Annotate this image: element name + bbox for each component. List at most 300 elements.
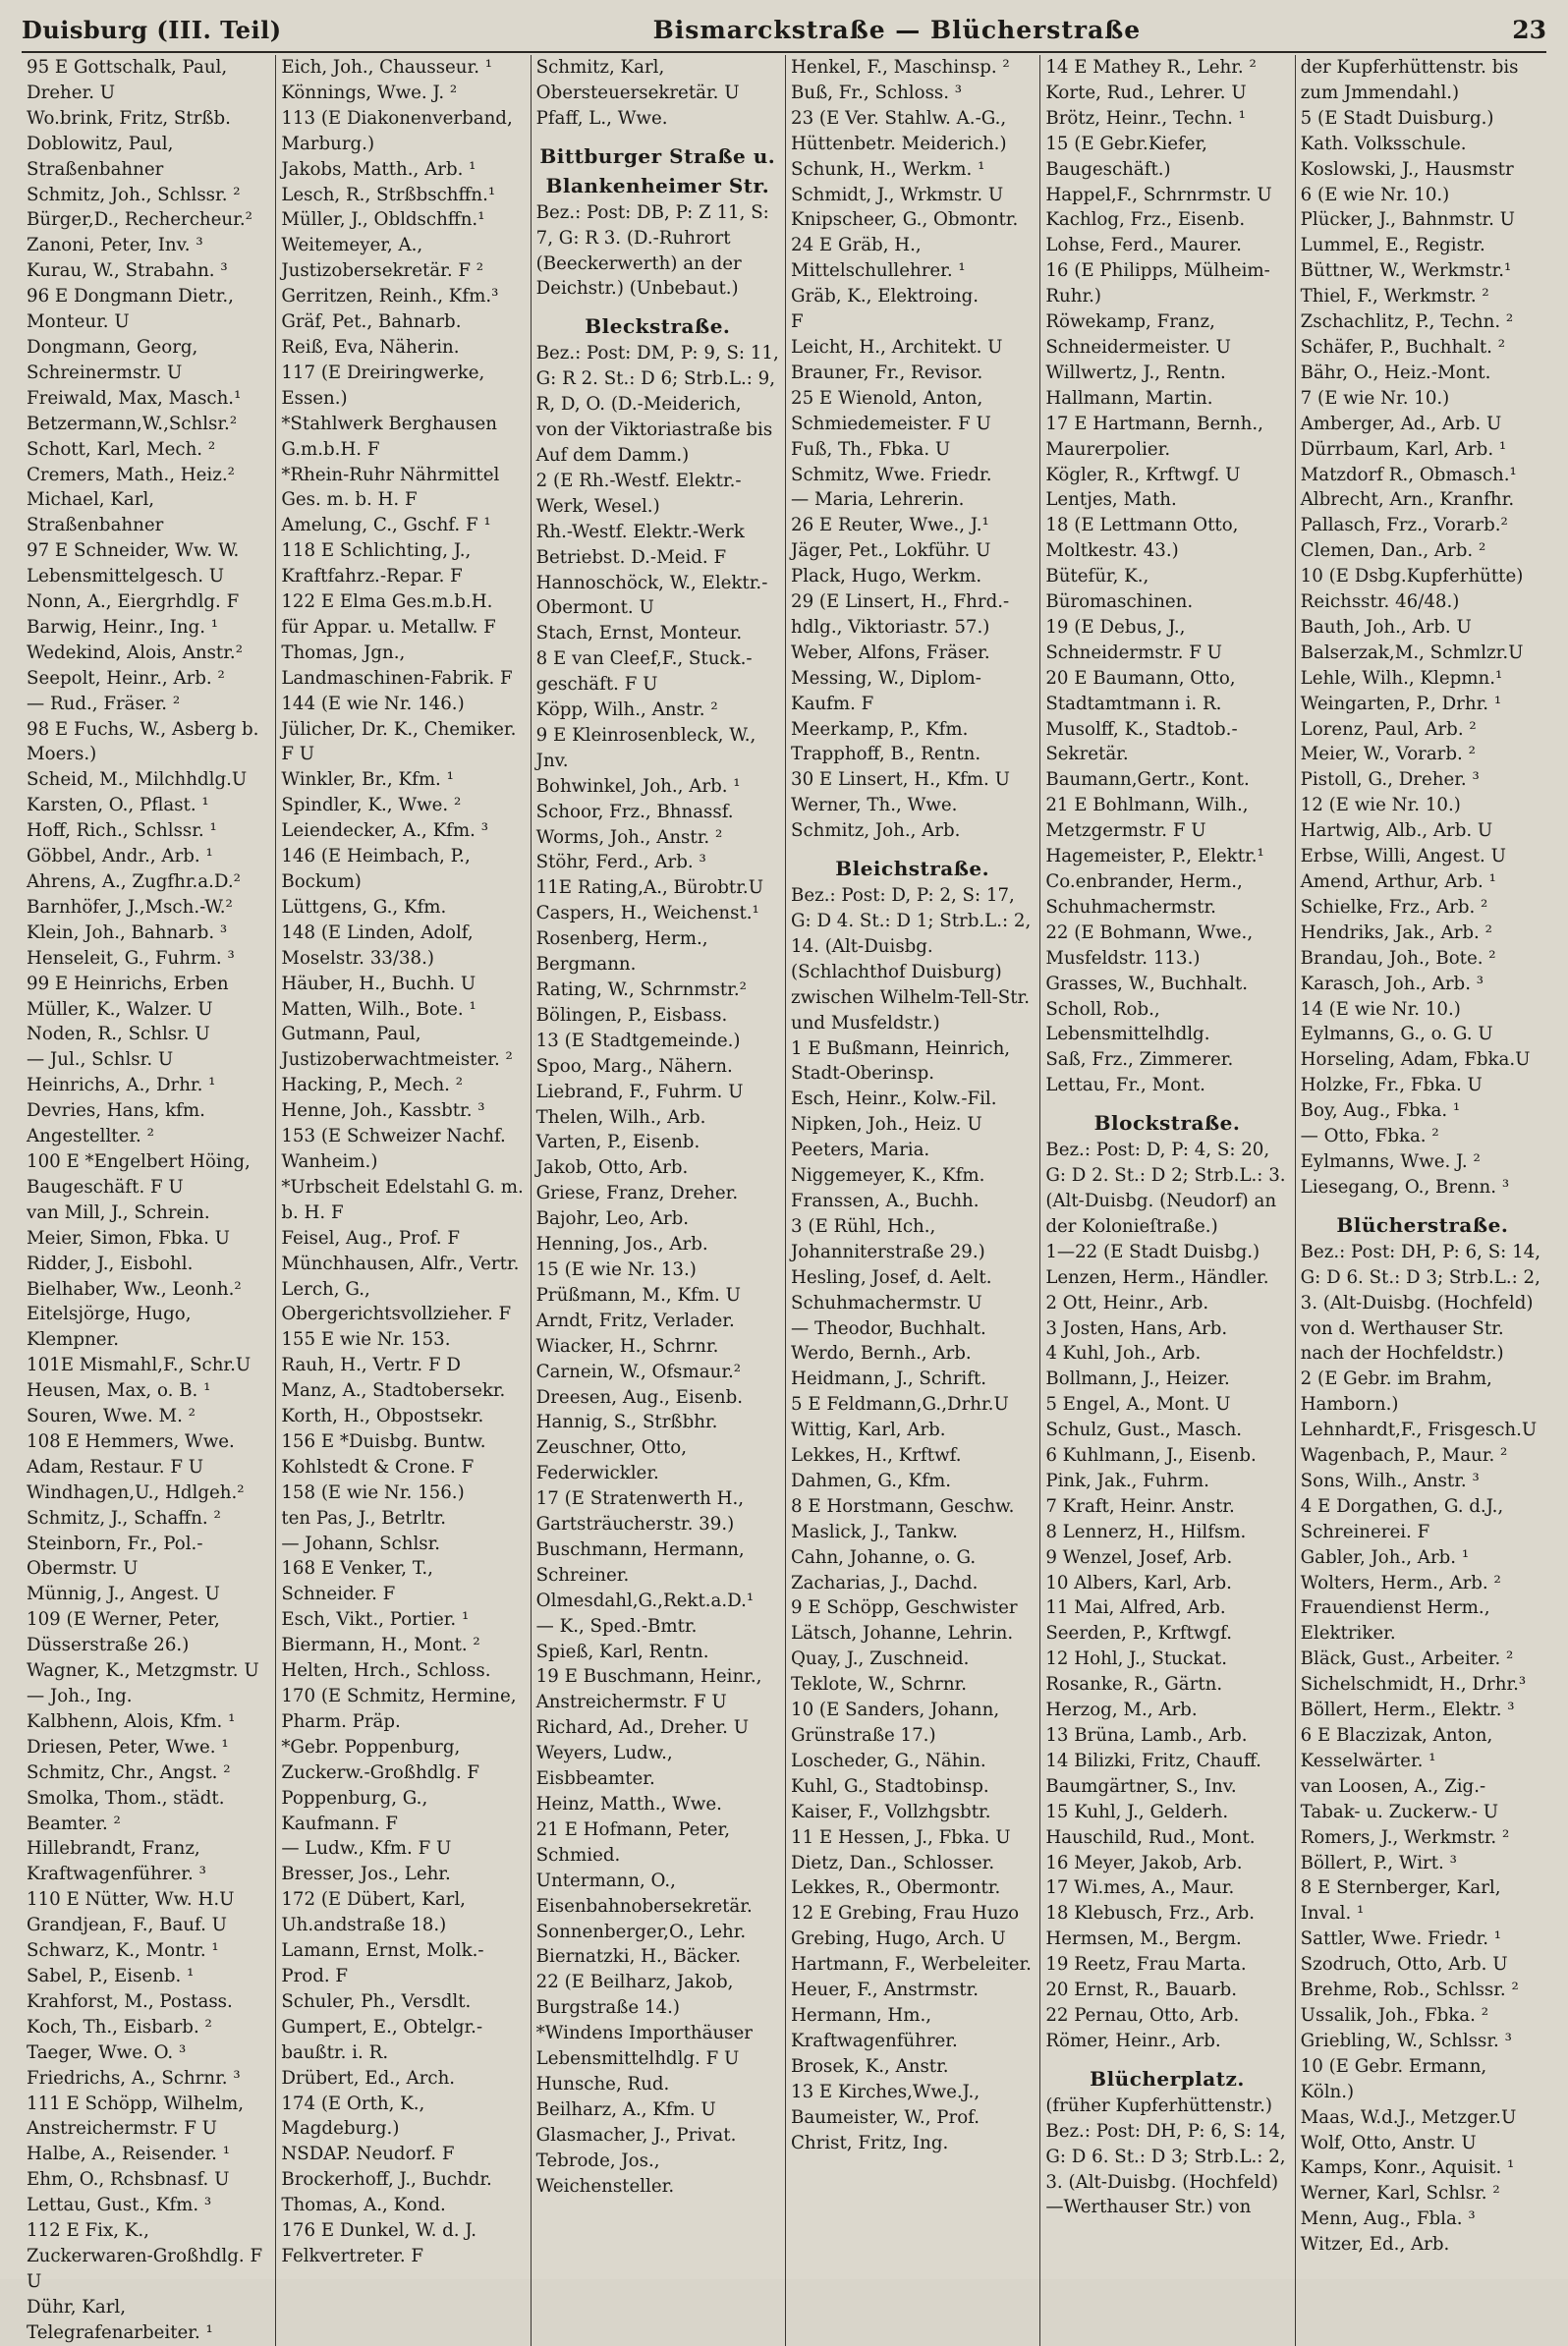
directory-entry: Bollmann, J., Heizer.	[1045, 1368, 1230, 1390]
directory-entry: Eich, Joh., Chausseur. ¹	[281, 57, 493, 78]
directory-entry: 19 (E Debus, J., Schneidermstr. F U	[1045, 616, 1222, 663]
directory-entry: 170 (E Schmitz, Hermine, Pharm. Präp.	[281, 1686, 517, 1732]
directory-entry: Grebing, Hugo, Arch. U	[791, 1928, 1006, 1950]
directory-entry: *Urbscheit Edelstahl G. m. b. H. F	[281, 1176, 524, 1223]
directory-entry: Pink, Jak., Fuhrm.	[1045, 1470, 1209, 1491]
directory-entry: 6 Kuhlmann, J., Eisenb.	[1045, 1445, 1257, 1467]
directory-entry: Willwertz, J., Rentn.	[1045, 362, 1226, 383]
directory-entry: Hartmann, F., Werbeleiter.	[791, 1954, 1032, 1976]
directory-entry: Hagemeister, P., Elektr.¹	[1045, 846, 1264, 867]
directory-entry: 12 Hohl, J., Stuckat.	[1045, 1648, 1227, 1670]
directory-entry: Sichelschmidt, H., Drhr.³	[1300, 1674, 1527, 1696]
directory-entry: Tebrode, Jos., Weichensteller.	[535, 2150, 675, 2197]
street-heading: Blücherplatz.	[1090, 2066, 1245, 2091]
directory-entry: Brandau, Joh., Bote. ²	[1300, 947, 1496, 969]
directory-entry: 22 (E Bohmann, Wwe., Musfeldstr. 113.)	[1045, 922, 1254, 969]
directory-entry: *Stahlwerk Berghausen G.m.b.H. F	[281, 413, 497, 460]
directory-entry: 15 (E Gebr.Kiefer, Baugeschäft.)	[1045, 133, 1207, 180]
directory-entry: Böllert, Herm., Elektr. ³	[1300, 1700, 1515, 1721]
directory-entry: Sabel, P., Eisenb. ¹	[27, 1965, 195, 1986]
directory-entry: Franssen, A., Buchh.	[791, 1190, 980, 1211]
directory-entry: Freiwald, Max, Masch.¹	[27, 387, 242, 409]
directory-entry: Korth, H., Obpostsekr.	[281, 1406, 484, 1427]
directory-entry: Szodruch, Otto, Arb. U	[1300, 1954, 1508, 1976]
directory-entry: Pfaff, L., Wwe.	[535, 107, 668, 129]
directory-entry: Pistoll, G., Dreher. ³	[1300, 769, 1480, 791]
directory-entry: Ehm, O., Rchsbnasf. U	[27, 2169, 230, 2191]
directory-entry: Bajohr, Leo, Arb.	[535, 1208, 690, 1230]
directory-entry: Werdo, Bernh., Arb.	[791, 1343, 972, 1365]
directory-entry: Lummel, E., Registr.	[1300, 235, 1485, 256]
column-1	[22, 55, 276, 2346]
directory-entry: Bürger,D., Rechercheur.²	[27, 209, 252, 231]
directory-entry: 168 E Venker, T., Schneider. F	[281, 1558, 433, 1605]
directory-entry: Friedrichs, A., Schrnr. ³	[27, 2067, 241, 2089]
directory-entry: 14 Bilizki, Fritz, Chauff.	[1045, 1750, 1261, 1771]
directory-entry: Bresser, Jos., Lehr.	[281, 1864, 451, 1885]
directory-entry: Driesen, Peter, Wwe. ¹	[27, 1736, 229, 1758]
directory-entry: Bohwinkel, Joh., Arb. ¹	[535, 775, 741, 797]
directory-entry: Göbbel, Andr., Arb. ¹	[27, 846, 213, 867]
directory-entry: Eylmanns, G., o. G. U	[1300, 1024, 1493, 1045]
directory-entry: Lettau, Gust., Kfm. ³	[27, 2195, 212, 2216]
directory-entry: Lohse, Ferd., Maurer.	[1045, 235, 1242, 256]
directory-entry: Lekkes, H., Krftwf.	[791, 1445, 962, 1467]
directory-entry: 95 E Gottschalk, Paul, Dreher. U	[27, 57, 228, 103]
directory-entry: 100 E *Engelbert Höing, Baugeschäft. F U	[27, 1150, 251, 1198]
directory-entry: Feisel, Aug., Prof. F	[281, 1227, 460, 1249]
directory-entry: Bölingen, P., Eisbass.	[535, 1004, 728, 1026]
directory-entry: Reiß, Eva, Näherin.	[281, 336, 460, 358]
directory-entry: Koslowski, J., Hausmstr	[1300, 158, 1514, 180]
directory-entry: Häuber, H., Buchh. U	[281, 973, 476, 994]
directory-entry: Schmidt, J., Wrkmstr. U	[791, 184, 1004, 205]
directory-entry: Spindler, K., Wwe. ²	[281, 795, 462, 816]
directory-entry: — Jul., Schlsr. U	[27, 1049, 174, 1071]
directory-entry: 13 E Kirches,Wwe.J.,	[791, 2081, 980, 2102]
directory-entry: Helten, Hrch., Schloss.	[281, 1660, 491, 1682]
directory-entry: Kuhl, G., Stadtobinsp.	[791, 1775, 989, 1797]
directory-entry: 11 Mai, Alfred, Arb.	[1045, 1597, 1226, 1619]
directory-entry: Plack, Hugo, Werkm.	[791, 566, 982, 587]
directory-entry: Schulz, Gust., Masch.	[1045, 1420, 1243, 1441]
header-street-range: Bismarckstraße — Blücherstraße	[652, 15, 1142, 44]
directory-entry: Lehle, Wilh., Klepmn.¹	[1300, 667, 1503, 689]
directory-entry: Glasmacher, J., Privat.	[535, 2124, 737, 2146]
directory-entry: — Joh., Ing.	[27, 1686, 133, 1706]
directory-entry: Esch, Vikt., Portier. ¹	[281, 1609, 470, 1631]
directory-entry: Dahmen, G., Kfm.	[791, 1470, 951, 1491]
directory-entry: Rh.-Westf. Elektr.-Werk Betriebst. D.-Meid. F	[535, 521, 745, 568]
directory-entry: 5 E Feldmann,G.,Drhr.U	[791, 1394, 1009, 1416]
directory-entry: Biernatzki, H., Bäcker.	[535, 1946, 742, 1968]
directory-entry: 2 (E Rh.-Westf. Elektr.-Werk, Wesel.)	[535, 470, 742, 517]
directory-entry: Zanoni, Peter, Inv. ³	[27, 235, 203, 256]
directory-entry: Weyers, Ludw., Eisbbeamter.	[535, 1743, 673, 1790]
directory-entry: Henne, Joh., Kassbtr. ³	[281, 1100, 485, 1122]
directory-entry: ten Pas, J., Betrltr.	[281, 1507, 447, 1529]
directory-entry: 13 (E Stadtgemeinde.)	[535, 1030, 741, 1051]
directory-entry: 3 (E Rühl, Hch., Johanniterstraße 29.)	[791, 1215, 985, 1262]
directory-entry: Römer, Heinr., Arb.	[1045, 2030, 1221, 2051]
directory-entry: Schoor, Frz., Bhnassf.	[535, 801, 734, 822]
directory-entry: Cremers, Math., Heiz.²	[27, 464, 235, 485]
directory-entry: 112 E Fix, K., Zuckerwaren-Großhdlg. F U	[27, 2220, 263, 2292]
directory-entry: Matzdorf R., Obmasch.¹	[1300, 464, 1517, 485]
directory-entry: 10 (E Sanders, Johann, Grünstraße 17.)	[791, 1700, 1000, 1746]
directory-entry: Clemen, Dan., Arb. ²	[1300, 540, 1486, 562]
directory-entry: 19 E Buschmann, Heinr., Anstreichermstr. F U	[535, 1666, 762, 1713]
directory-entry: Devries, Hans, kfm. Angestellter. ²	[27, 1100, 205, 1147]
directory-entry: Lamann, Ernst, Molk.-Prod. F	[281, 1940, 484, 1986]
directory-entry: 10 (E Gebr. Ermann, Köln.)	[1300, 2055, 1487, 2102]
directory-entry: Buschmann, Hermann, Schreiner.	[535, 1538, 745, 1586]
directory-entry: Hauschild, Rud., Mont.	[1045, 1826, 1256, 1848]
directory-entry: Dreesen, Aug., Eisenb.	[535, 1386, 743, 1408]
directory-entry: 29 (E Linsert, H., Fhrd.-hdlg., Viktoriastr. 57.)	[791, 591, 1010, 638]
directory-entry: Bielhaber, Ww., Leonh.²	[27, 1278, 242, 1300]
directory-entry: Lüttgens, G., Kfm.	[281, 896, 447, 918]
directory-entry: Taeger, Wwe. O. ³	[27, 2041, 187, 2063]
directory-entry: Münnig, J., Angest. U	[27, 1584, 220, 1605]
directory-entry: Herzog, M., Arb.	[1045, 1700, 1198, 1721]
directory-entry: Arndt, Fritz, Verlader.	[535, 1310, 735, 1331]
column-3	[532, 55, 786, 2346]
directory-entry: 118 E Schlichting, J., Kraftfahrz.-Repar. F	[281, 540, 472, 587]
directory-entry: Rauh, H., Vertr. F D	[281, 1355, 461, 1376]
directory-entry: Schott, Karl, Mech. ²	[27, 438, 216, 460]
directory-entry: Schmitz, Joh., Arb.	[791, 820, 961, 842]
directory-entry: Kamps, Konr., Aquisit. ¹	[1300, 2157, 1515, 2179]
directory-entry: Kögler, R., Krftwgf. U	[1045, 464, 1241, 485]
directory-entry: Bütefür, K., Büromaschinen.	[1045, 566, 1194, 613]
directory-entry: Lerch, G., Obergerichtsvollzieher. F	[281, 1278, 512, 1325]
directory-entry: Kalbhenn, Alois, Kfm. ¹	[27, 1710, 236, 1732]
directory-entry: 158 (E wie Nr. 156.)	[281, 1481, 465, 1503]
street-heading: Blockstraße.	[1093, 1111, 1241, 1136]
directory-entry: Hesling, Josef, d. Aelt. Schuhmachermstr. U	[791, 1266, 992, 1313]
directory-entry: Eylmanns, Wwe. J. ²	[1300, 1150, 1481, 1172]
directory-entry: Schwarz, K., Montr. ¹	[27, 1940, 219, 1962]
directory-entry: *Rhein-Ruhr Nährmittel Ges. m. b. H. F	[281, 464, 500, 511]
directory-entry: Grasses, W., Buchhalt.	[1045, 973, 1249, 994]
directory-entry: Gutmann, Paul, Justizoberwachtmeister. ²	[281, 1024, 513, 1071]
directory-entry: 6 E Blaczizak, Anton, Kesselwärter. ¹	[1300, 1725, 1493, 1771]
directory-entry: 4 E Dorgathen, G. d.J., Schreinerei. F	[1300, 1495, 1504, 1542]
header-city: Duisburg (III. Teil)	[22, 15, 282, 44]
directory-entry: Scholl, Rob., Lebensmittelhdlg.	[1045, 998, 1210, 1045]
directory-entry: Stach, Ernst, Monteur.	[535, 623, 743, 644]
directory-entry: 98 E Fuchs, W., Asberg b. Moers.)	[27, 718, 259, 765]
directory-entry: Betzermann,W.,Schlsr.²	[27, 413, 238, 434]
directory-entry: Gumpert, E., Obtelgr.-baußtr. i. R.	[281, 2016, 483, 2063]
directory-entry: Brosek, K., Anstr.	[791, 2055, 949, 2077]
directory-entry: Köpp, Wilh., Anstr. ²	[535, 699, 718, 721]
directory-entry: Christ, Fritz, Ing.	[791, 2132, 949, 2153]
directory-entry: Boy, Aug., Fbka. ¹	[1300, 1100, 1461, 1122]
directory-entry: Sonnenberger,O., Lehr.	[535, 1921, 747, 1942]
directory-entry: Messing, W., Diplom-Kaufm. F	[791, 667, 981, 714]
directory-entry: — Maria, Lehrerin.	[791, 489, 965, 511]
directory-entry: Kath. Volksschule.	[1300, 133, 1467, 154]
directory-entry: Lätsch, Johanne, Lehrin.	[791, 1623, 1014, 1645]
directory-entry: Thomas, Jgn., Landmaschinen-Fabrik. F	[281, 642, 513, 689]
street-heading: Bleckstraße.	[585, 314, 731, 339]
directory-entry: 21 E Bohlmann, Wilh., Metzgermstr. F U	[1045, 795, 1249, 842]
column-4	[786, 55, 1040, 2346]
directory-entry: 22 (E Beilharz, Jakob, Burgstraße 14.)	[535, 1972, 734, 2019]
directory-entry: Quay, J., Zuschneid.	[791, 1648, 970, 1670]
directory-entry: Schunk, H., Werkm. ¹	[791, 158, 985, 180]
directory-entry: 174 (E Orth, K., Magdeburg.)	[281, 2093, 425, 2140]
directory-entry: Ahrens, A., Zugfhr.a.D.²	[27, 871, 241, 892]
directory-entry: Maslick, J., Tankw.	[791, 1521, 958, 1542]
directory-entry: Schielke, Frz., Arb. ²	[1300, 896, 1488, 918]
directory-entry: Spieß, Karl, Rentn.	[535, 1641, 709, 1662]
directory-entry: Hunsche, Rud.	[535, 2073, 670, 2095]
directory-entry: Happel,F., Schrnrmstr. U	[1045, 184, 1272, 205]
directory-entry: 26 E Reuter, Wwe., J.¹	[791, 515, 989, 536]
directory-entry: Rosanke, R., Gärtn.	[1045, 1674, 1223, 1696]
directory-entry: Schmitz, Wwe. Friedr.	[791, 464, 992, 485]
directory-entry: 1—22 (E Stadt Duisbg.)	[1045, 1241, 1260, 1262]
directory-entry: Sons, Wilh., Anstr. ³	[1300, 1470, 1480, 1491]
directory-entry: Lettau, Fr., Mont.	[1045, 1075, 1205, 1096]
directory-entry: Biermann, H., Mont. ²	[281, 1635, 480, 1656]
directory-entry: Gräf, Pet., Bahnarb.	[281, 311, 462, 333]
directory-entry: Griebling, W., Schlssr. ³	[1300, 2030, 1512, 2051]
directory-entry: 16 Meyer, Jakob, Arb.	[1045, 1852, 1243, 1873]
directory-entry: Henseleit, G., Fuhrm. ³	[27, 947, 235, 969]
directory-entry: 10 (E Dsbg.Kupferhütte) Reichsstr. 46/48.)	[1300, 566, 1524, 613]
directory-entry: Könnings, Wwe. J. ²	[281, 82, 458, 103]
directory-entry: Schmitz, J., Schaffn. ²	[27, 1507, 221, 1529]
directory-entry: 23 (E Ver. Stahlw. A.-G., Hüttenbetr. Meiderich.)	[791, 107, 1007, 154]
street-heading: Bittburger Straße u. Blankenheimer Str.	[539, 143, 776, 197]
directory-entry: Beilharz, A., Kfm. U	[535, 2098, 716, 2120]
directory-entry: Baumeister, W., Prof.	[791, 2106, 980, 2128]
directory-entry: Brötz, Heinr., Techn. ¹	[1045, 107, 1246, 129]
directory-entry: Dürrbaum, Karl, Arb. ¹	[1300, 438, 1507, 460]
directory-entry: 17 E Hartmann, Bernh., Maurerpolier.	[1045, 413, 1263, 460]
column-5	[1040, 55, 1295, 2346]
directory-entry: Wagenbach, P., Maur. ²	[1300, 1445, 1508, 1467]
directory-entry: Zeuschner, Otto, Federwickler.	[535, 1437, 687, 1484]
directory-entry: F	[791, 311, 804, 333]
directory-entry: Steinborn, Fr., Pol.-Obermstr. U	[27, 1533, 203, 1580]
directory-entry: Korte, Rud., Lehrer. U	[1045, 82, 1247, 103]
directory-entry: Weingarten, P., Drhr. ¹	[1300, 693, 1502, 714]
directory-entry: Eitelsjörge, Hugo, Klempner.	[27, 1304, 192, 1351]
directory-entry: Meier, Simon, Fbka. U	[27, 1227, 230, 1249]
directory-entry: Bauth, Joh., Arb. U	[1300, 616, 1472, 638]
directory-entry: Amberger, Ad., Arb. U	[1300, 413, 1502, 434]
directory-entry: Pallasch, Frz., Vorarb.²	[1300, 515, 1508, 536]
directory-entry: Nipken, Joh., Heiz. U	[791, 1114, 982, 1136]
directory-entry: Gerritzen, Reinh., Kfm.³	[281, 286, 499, 307]
directory-entry: Müller, J., Obldschffn.¹	[281, 209, 485, 231]
directory-entry: 9 E Schöpp, Geschwister	[791, 1597, 1018, 1619]
directory-entry: Souren, Wwe. M. ²	[27, 1406, 196, 1427]
directory-entry: 101E Mismahl,F., Schr.U	[27, 1355, 252, 1376]
directory-entry: Matten, Wilh., Bote. ¹	[281, 998, 476, 1020]
directory-entry: Jäger, Pet., Lokführ. U	[791, 540, 991, 562]
directory-entry: Liebrand, F., Fuhrm. U	[535, 1081, 744, 1102]
directory-entry: Lesch, R., Strßbschffn.¹	[281, 184, 496, 205]
directory-entry: Henning, Jos., Arb.	[535, 1234, 708, 1256]
directory-entry: 148 (E Linden, Adolf, Moselstr. 33/38.)	[281, 922, 474, 969]
directory-entry: Brauner, Fr., Revisor.	[791, 362, 983, 383]
directory-entry: Loscheder, G., Nähin.	[791, 1750, 986, 1771]
directory-entry: Jülicher, Dr. K., Chemiker. F U	[281, 718, 517, 765]
directory-entry: Bläck, Gust., Arbeiter. ²	[1300, 1648, 1514, 1670]
directory-entry: Amend, Arthur, Arb. ¹	[1300, 871, 1496, 892]
directory-entry: 8 E Sternberger, Karl, Inval. ¹	[1300, 1877, 1501, 1925]
directory-entry: Heusen, Max, o. B. ¹	[27, 1380, 211, 1402]
directory-entry: 7 (E wie Nr. 10.)	[1300, 387, 1450, 409]
street-info: Bez.: Post: DB, P: Z 11, S: 7, G: R 3. (D.-Ruhrort (Beeckerwerth) an der Deichstr.) (Unbebaut.)	[535, 201, 769, 300]
directory-entry: 20 Ernst, R., Bauarb.	[1045, 1980, 1238, 2001]
directory-entry: Poppenburg, G., Kaufmann. F	[281, 1787, 428, 1834]
directory-entry: Bähr, O., Heiz.-Mont.	[1300, 362, 1491, 383]
directory-entry: Dühr, Karl, Telegrafenarbeiter. ¹	[27, 2296, 213, 2343]
directory-entry: Jakob, Otto, Arb.	[535, 1157, 689, 1179]
directory-entry: 111 E Schöpp, Wilhelm, Anstreichermstr. F U	[27, 2093, 245, 2140]
directory-entry: Münchhausen, Alfr., Vertr.	[281, 1253, 520, 1274]
directory-entry: Plücker, J., Bahnmstr. U	[1300, 209, 1515, 231]
directory-entry: Hacking, P., Mech. ²	[281, 1075, 464, 1096]
directory-entry: Untermann, O., Eisenbahnobersekretär.	[535, 1870, 753, 1917]
directory-entry: Buß, Fr., Schloss. ³	[791, 82, 963, 103]
directory-entry: 2 Ott, Heinr., Arb.	[1045, 1292, 1209, 1313]
directory-entry: Leicht, H., Architekt. U	[791, 336, 1003, 358]
directory-entry: 8 E van Cleef,F., Stuck.-geschäft. F U	[535, 648, 753, 696]
directory-entry: Lenzen, Herm., Händler.	[1045, 1266, 1269, 1288]
directory-entry: Weber, Alfons, Fräser.	[791, 642, 990, 663]
directory-entry: 11E Rating,A., Bürobtr.U	[535, 877, 764, 899]
directory-entry: Wagner, K., Metzgmstr. U	[27, 1660, 259, 1682]
directory-entry: 8 E Horstmann, Geschw.	[791, 1495, 1015, 1517]
directory-entry: Lehnhardt,F., Frisgesch.U	[1300, 1420, 1538, 1441]
directory-entry: 117 (E Dreiringwerke, Essen.)	[281, 362, 485, 409]
directory-entry: der Kupferhüttenstr. bis zum Jmmendahl.)	[1300, 57, 1519, 103]
directory-entry: Wiacker, H., Schrnr.	[535, 1335, 719, 1357]
directory-entry: Teklote, W., Schrnr.	[791, 1674, 968, 1696]
directory-entry: Koch, Th., Eisbarb. ²	[27, 2016, 212, 2038]
directory-entry: Wittig, Karl, Arb.	[791, 1420, 946, 1441]
directory-entry: 5 Engel, A., Mont. U	[1045, 1394, 1231, 1416]
directory-entry: — Theodor, Buchhalt.	[791, 1317, 986, 1339]
directory-entry: Lekkes, R., Obermontr.	[791, 1877, 1001, 1899]
directory-entry: Karasch, Joh., Arb. ³	[1300, 973, 1484, 994]
directory-entry: — Rud., Fräser. ²	[27, 693, 181, 714]
directory-entry: Liesegang, O., Brenn. ³	[1300, 1176, 1510, 1198]
directory-entry: *Windens Importhäuser Lebensmittelhdlg. F U	[535, 2023, 753, 2070]
directory-entry: Baumgärtner, S., Inv.	[1045, 1775, 1237, 1797]
directory-entry: 113 (E Diakonenverband, Marburg.)	[281, 107, 513, 154]
directory-entry: Meier, W., Vorarb. ²	[1300, 744, 1476, 765]
directory-entry: 18 Klebusch, Frz., Arb.	[1045, 1903, 1256, 1925]
directory-entry: Rating, W., Schrnmstr.²	[535, 979, 747, 1000]
directory-entry: 13 Brüna, Lamb., Arb.	[1045, 1725, 1248, 1746]
directory-entry: 176 E Dunkel, W. d. J. Felkvertreter. F	[281, 2220, 476, 2266]
directory-entry: 3 Josten, Hans, Arb.	[1045, 1317, 1228, 1339]
directory-entry: Werner, Karl, Schlsr. ²	[1300, 2183, 1500, 2205]
directory-entry: — Otto, Fbka. ²	[1300, 1126, 1439, 1147]
directory-entry: Menn, Aug., Fbla. ³	[1300, 2208, 1476, 2230]
directory-entry: 18 (E Lettmann Otto, Moltkestr. 43.)	[1045, 515, 1239, 562]
directory-entry: Thiel, F., Werkmstr. ²	[1300, 286, 1489, 307]
directory-entry: Griese, Franz, Dreher.	[535, 1183, 739, 1204]
street-info: Bez.: Post: DM, P: 9, S: 11, G: R 2. St.: D 6; Strb.L.: 9, R, D, O. (D.-Meiderich, von der Viktoriastraße bis Auf dem Damm.)	[535, 343, 779, 466]
directory-entry: Niggemeyer, K., Kfm.	[791, 1165, 985, 1187]
directory-entry: Zschachlitz, P., Techn. ²	[1300, 311, 1514, 333]
directory-entry: Wolf, Otto, Anstr. U	[1300, 2132, 1477, 2153]
directory-entry: Erbse, Willi, Angest. U	[1300, 846, 1506, 867]
directory-entry: 25 E Wienold, Anton, Schmiedemeister. F U	[791, 387, 991, 434]
directory-entry: Zacharias, J., Dachd.	[791, 1572, 979, 1593]
directory-entry: Caspers, H., Weichenst.¹	[535, 903, 759, 924]
directory-entry: Romers, J., Werkmstr. ²	[1300, 1826, 1510, 1848]
directory-entry: 21 E Hofmann, Peter, Schmied.	[535, 1818, 730, 1866]
directory-entry: Horseling, Adam, Fbka.U	[1300, 1049, 1531, 1071]
directory-entry: 109 (E Werner, Peter, Düsserstraße 26.)	[27, 1609, 220, 1656]
directory-entry: Brehme, Rob., Schlssr. ²	[1300, 1980, 1519, 2001]
directory-entry: Saß, Frz., Zimmerer.	[1045, 1049, 1234, 1071]
directory-entry: 20 E Baumann, Otto, Stadtamtmann i. R.	[1045, 667, 1236, 714]
directory-entry: Smolka, Thom., städt. Beamter. ²	[27, 1787, 225, 1834]
directory-entry: Ussalik, Joh., Fbka. ²	[1300, 2004, 1488, 2026]
directory-entry: Halbe, A., Reisender. ¹	[27, 2144, 231, 2165]
directory-entry: Gabler, Joh., Arb. ¹	[1300, 1546, 1470, 1568]
directory-entry: Windhagen,U., Hdlgeh.²	[27, 1481, 245, 1503]
directory-entry: Schäfer, P., Buchhalt. ²	[1300, 336, 1506, 358]
directory-entry: 99 E Heinrichs, Erben Müller, K., Walzer. U	[27, 973, 229, 1020]
directory-entry: 16 (E Philipps, Mülheim-Ruhr.)	[1045, 260, 1270, 307]
page-number: 23	[1512, 15, 1546, 44]
directory-entry: Esch, Heinr., Kolw.-Fil.	[791, 1089, 997, 1110]
directory-entry: Rosenberg, Herm., Bergmann.	[535, 928, 708, 976]
directory-entry: 15 (E wie Nr. 13.)	[535, 1258, 697, 1280]
directory-entry: Winkler, Br., Kfm. ¹	[281, 769, 454, 791]
directory-entry: Schuler, Ph., Versdlt.	[281, 1990, 472, 2012]
directory-entry: Manz, A., Stadtobersekr.	[281, 1380, 506, 1402]
directory-entry: Böllert, P., Wirt. ³	[1300, 1852, 1457, 1873]
directory-entry: Fuß, Th., Fbka. U	[791, 438, 951, 460]
directory-entry: Heidmann, J., Schrift.	[791, 1368, 987, 1390]
directory-entry: 9 Wenzel, Josef, Arb.	[1045, 1546, 1233, 1568]
directory-entry: Kaiser, F., Vollzhgsbtr.	[791, 1801, 991, 1822]
directory-entry: Balserzak,M., Schmlzr.U	[1300, 642, 1524, 663]
directory-entry: Kurau, W., Strabahn. ³	[27, 260, 228, 282]
directory-entry: 146 (E Heimbach, P., Bockum)	[281, 846, 471, 892]
page-header	[22, 8, 1546, 53]
directory-entry: 4 Kuhl, Joh., Arb.	[1045, 1343, 1202, 1365]
directory-entry: 14 (E wie Nr. 10.)	[1300, 998, 1461, 1020]
column-6	[1296, 55, 1550, 2346]
directory-entry: Lorenz, Paul, Arb. ²	[1300, 718, 1477, 740]
directory-entry: Drübert, Ed., Arch.	[281, 2067, 456, 2089]
directory-entry: Wolters, Herm., Arb. ²	[1300, 1572, 1501, 1593]
directory-entry: 5 (E Stadt Duisburg.)	[1300, 107, 1494, 129]
directory-entry: 2 (E Gebr. im Brahm, Hamborn.)	[1300, 1368, 1492, 1416]
directory-columns	[22, 55, 1550, 2343]
directory-entry: Kachlog, Frz., Eisenb.	[1045, 209, 1246, 231]
directory-entry: Heinz, Matth., Wwe.	[535, 1794, 722, 1815]
directory-entry: 110 E Nütter, Ww. H.U	[27, 1889, 235, 1911]
directory-entry: 17 (E Stratenwerth H., Gartsträucherstr. 39.)	[535, 1488, 745, 1536]
directory-entry: Meerkamp, P., Kfm.	[791, 718, 969, 740]
